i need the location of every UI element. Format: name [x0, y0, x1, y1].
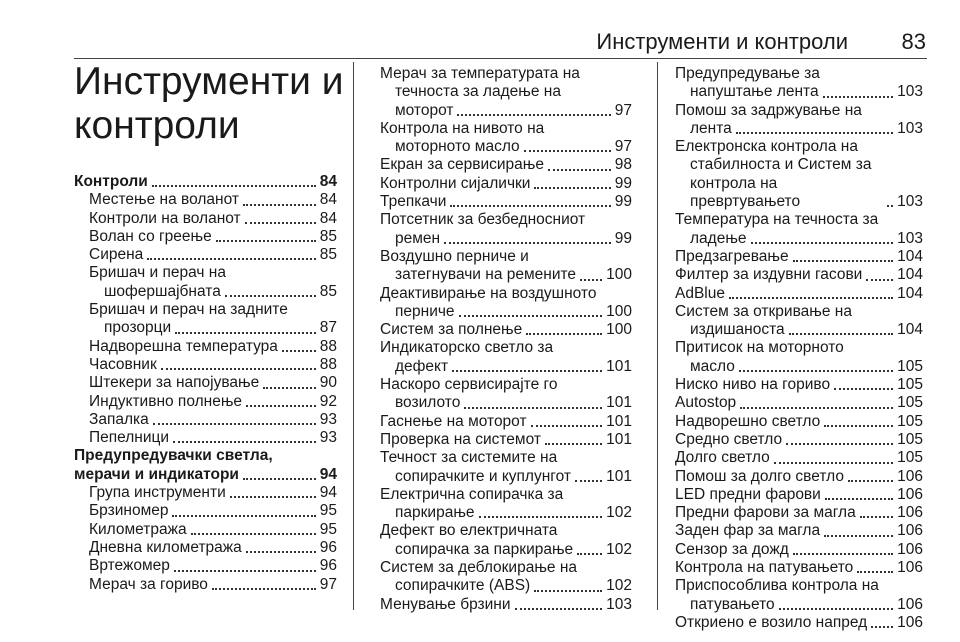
toc-entry-text: Километража [89, 520, 187, 538]
toc-entry-text: сопирачка за паркирање [395, 540, 574, 558]
toc-entry[interactable] [74, 393, 337, 411]
toc-entry-text: Електронска контрола на [675, 138, 858, 156]
toc-entry[interactable] [675, 541, 923, 559]
toc-entry[interactable] [380, 321, 632, 339]
toc-page-number: 103 [606, 595, 632, 613]
toc-page-number: 102 [606, 540, 632, 558]
dot-leader [739, 370, 893, 372]
toc-entry-text: перниче [395, 302, 455, 320]
dot-leader [524, 150, 611, 152]
toc-entry-text: паркирање [395, 504, 475, 522]
toc-entry[interactable] [380, 596, 632, 614]
toc-page-number: 94 [319, 484, 337, 502]
dot-leader [823, 96, 894, 98]
dot-leader [464, 407, 602, 409]
dot-leader [152, 185, 316, 187]
toc-entry-text: Приспособлива контрола на [675, 577, 879, 595]
toc-page-number: 88 [319, 355, 337, 373]
toc-entry[interactable] [380, 156, 632, 174]
toc-entry-text: Средно светло [675, 430, 783, 448]
running-header-title: Инструменти и контроли [596, 29, 848, 54]
toc-page-number: 93 [319, 410, 337, 428]
dot-leader [191, 533, 316, 535]
toc-entry[interactable] [74, 557, 337, 575]
dot-leader [786, 443, 893, 445]
toc-entry-text: Дефект во електричната [380, 522, 558, 540]
dot-leader [848, 480, 893, 482]
dot-leader [774, 462, 893, 464]
dot-leader [548, 169, 611, 171]
toc-page-number: 106 [897, 559, 923, 577]
toc-entry-text: Гаснење на моторот [380, 412, 527, 430]
toc-entry-text: патувањето [690, 595, 775, 613]
toc-entry-text: моторот [395, 101, 454, 119]
toc-page-number: 100 [606, 321, 632, 339]
dot-leader [545, 443, 602, 445]
toc-page-number: 84 [319, 191, 337, 209]
dot-leader [479, 516, 603, 518]
toc-entry[interactable] [675, 449, 923, 467]
dot-leader [824, 425, 893, 427]
toc-entry[interactable] [380, 65, 632, 120]
toc-entry-text: затегнувачи на ремените [395, 266, 577, 284]
toc-page-number: 87 [319, 319, 337, 337]
toc-page-number: 103 [897, 229, 923, 247]
toc-page-number: 101 [606, 394, 632, 412]
dot-leader [161, 368, 316, 370]
toc-entry[interactable] [74, 521, 337, 539]
dot-leader [871, 626, 893, 628]
toc-page-number: 97 [614, 138, 632, 156]
toc-entry[interactable] [675, 285, 923, 303]
dot-leader [212, 588, 316, 590]
toc-entry[interactable] [675, 522, 923, 540]
toc-entry-text: масло [690, 357, 735, 375]
toc-entry[interactable] [74, 338, 337, 356]
toc-entry[interactable] [675, 303, 923, 340]
toc-entry[interactable] [380, 449, 632, 486]
dot-leader [282, 350, 316, 352]
toc-page-number: 103 [897, 83, 923, 101]
toc-page-number: 84 [319, 173, 337, 190]
dot-leader [736, 132, 893, 134]
toc-entry[interactable] [74, 576, 337, 594]
toc-entry-text: Индикаторско светло за [380, 339, 554, 357]
dot-leader [866, 279, 893, 281]
toc-entry[interactable] [675, 211, 923, 248]
toc-entry[interactable] [74, 484, 337, 502]
toc-entry-text: Мерач за гориво [89, 575, 208, 593]
toc-page-number: 100 [606, 266, 632, 284]
toc-page-number: 106 [897, 595, 923, 613]
toc-column-2 [380, 65, 632, 614]
toc-entry-text: Предупредување за [675, 65, 820, 82]
dot-leader [450, 205, 610, 207]
toc-entry-text: Воздушно перниче и [380, 247, 529, 265]
dot-leader [751, 242, 894, 244]
toc-entry[interactable] [675, 266, 923, 284]
toc-entry[interactable] [74, 173, 337, 191]
toc-page-number: 97 [319, 575, 337, 593]
toc-page-number: 101 [606, 357, 632, 375]
toc-page-number: 105 [897, 449, 923, 467]
toc-page-number: 84 [319, 209, 337, 227]
toc-entry[interactable] [74, 210, 337, 228]
toc-page-number: 93 [319, 429, 337, 447]
toc-entry-text: Контрола на нивото на [380, 119, 545, 137]
toc-entry[interactable] [380, 376, 632, 413]
toc-entry-text: Контроли на воланот [89, 209, 241, 227]
toc-entry[interactable] [675, 376, 923, 394]
dot-leader [243, 478, 316, 480]
toc-page-number: 105 [897, 412, 923, 430]
toc-entry-text: Контроли [74, 173, 148, 190]
toc-entry-text: моторното масло [395, 138, 520, 156]
toc-entry[interactable] [380, 522, 632, 559]
toc-page-number: 101 [606, 430, 632, 448]
dot-leader [824, 535, 893, 537]
toc-entry-text: Местење на воланот [89, 191, 239, 209]
toc-entry[interactable] [675, 413, 923, 431]
toc-entry[interactable] [675, 486, 923, 504]
dot-leader [245, 222, 316, 224]
dot-leader [263, 387, 316, 389]
toc-entry-text: Предни фарови за магла [675, 504, 856, 522]
toc-entry-text: Наскоро сервисирајте го [380, 376, 558, 394]
toc-entry[interactable] [675, 504, 923, 522]
toc-entry-text: Откриено е возило напред [675, 613, 868, 631]
toc-entry[interactable] [380, 339, 632, 376]
dot-leader [174, 570, 316, 572]
toc-entry-text: мерачи и индикатори [74, 465, 239, 483]
toc-page-number: 85 [319, 282, 337, 300]
toc-entry[interactable] [380, 431, 632, 449]
toc-entry[interactable] [74, 301, 337, 338]
toc-entry-text: Филтер за издувни гасови [675, 266, 863, 284]
toc-page-number: 106 [897, 504, 923, 522]
toc-entry-text: Температура на течноста за [675, 211, 879, 229]
dot-leader [860, 516, 893, 518]
toc-entry-text: издишаноста [690, 321, 785, 339]
dot-leader [531, 425, 603, 427]
dot-leader [243, 204, 316, 206]
toc-page-number: 88 [319, 337, 337, 355]
toc-entry[interactable] [380, 120, 632, 157]
toc-entry-text: течноста за ладење на [395, 83, 561, 101]
toc-page-number: 94 [319, 465, 337, 483]
toc-entry[interactable] [380, 559, 632, 596]
dot-leader [246, 405, 316, 407]
toc-entry-text: Ниско ниво на гориво [675, 376, 831, 394]
toc-page-number: 85 [319, 227, 337, 245]
toc-entry-text: Надворешно светло [675, 412, 821, 430]
toc-entry-text: лента [690, 119, 732, 137]
toc-entry-text: Запалка [89, 410, 149, 428]
dot-leader [230, 496, 316, 498]
dot-leader [173, 441, 316, 443]
toc-entry[interactable] [74, 264, 337, 301]
toc-entry[interactable] [675, 339, 923, 376]
toc-page-number: 105 [897, 394, 923, 412]
toc-entry-text: Контрола на патувањето [675, 559, 854, 577]
toc-column-3 [675, 65, 923, 632]
toc-entry[interactable] [675, 65, 923, 102]
toc-entry-text: Електрична сопирачка за [380, 485, 564, 503]
dot-leader [580, 279, 602, 281]
dot-leader [457, 114, 610, 116]
toc-entry-text: Помош за задржување на [675, 101, 862, 119]
dot-leader [740, 407, 893, 409]
toc-entry-text: Менување брзини [380, 595, 511, 613]
page-number: 83 [901, 29, 926, 54]
dot-leader [444, 242, 611, 244]
toc-page-number: 95 [319, 520, 337, 538]
toc-entry[interactable] [74, 228, 337, 246]
toc-page-number: 99 [614, 229, 632, 247]
toc-entry-text: Систем за деблокирање на [380, 559, 578, 577]
toc-entry-text: Систем за откривање на [675, 302, 852, 320]
toc-entry-text: Потсетник за безбедносниот [380, 211, 586, 229]
toc-entry-text: Заден фар за магла [675, 522, 821, 540]
toc-page-number: 106 [897, 613, 923, 631]
toc-entry[interactable] [380, 248, 632, 285]
toc-page-number: 105 [897, 357, 923, 375]
dot-leader [534, 590, 602, 592]
dot-leader [515, 608, 603, 610]
toc-page-number: 104 [897, 266, 923, 284]
dot-leader [459, 315, 603, 317]
toc-entry-text: Помош за долго светло [675, 467, 844, 485]
header-rule [74, 58, 927, 59]
toc-entry[interactable] [380, 211, 632, 248]
toc-entry[interactable] [380, 413, 632, 431]
toc-entry[interactable] [675, 559, 923, 577]
dot-leader [834, 388, 893, 390]
toc-entry-text: Надворешна температура [89, 337, 278, 355]
toc-entry-text: шофершајбната [104, 282, 221, 300]
toc-page-number: 90 [319, 374, 337, 392]
toc-page-number: 96 [319, 538, 337, 556]
toc-entry-text: Предзагревање [675, 247, 789, 265]
toc-entry[interactable] [675, 248, 923, 266]
toc-entry-text: Волан со греење [89, 227, 212, 245]
dot-leader [534, 187, 610, 189]
toc-entry[interactable] [74, 374, 337, 392]
toc-entry-text: LED предни фарови [675, 485, 821, 503]
dot-leader [779, 608, 894, 610]
toc-entry-text: возилото [395, 394, 461, 412]
dot-leader [452, 370, 602, 372]
toc-page-number: 97 [614, 101, 632, 119]
toc-entry[interactable] [380, 285, 632, 322]
toc-page-number: 104 [897, 321, 923, 339]
toc-entry-text: контрола на превртувањето [690, 174, 801, 211]
toc-page-number: 105 [897, 430, 923, 448]
toc-page-number: 100 [606, 302, 632, 320]
dot-leader [825, 498, 893, 500]
toc-entry-text: сопирачките (ABS) [395, 577, 531, 595]
dot-leader [857, 571, 893, 573]
toc-entry-text: Систем за полнење [380, 321, 523, 339]
toc-page-number: 99 [614, 193, 632, 211]
toc-entry-text: Група инструменти [89, 484, 226, 502]
toc-page-number: 95 [319, 502, 337, 520]
dot-leader [789, 333, 893, 335]
toc-page-number: 103 [897, 119, 923, 137]
toc-entry-text: Вртежомер [89, 557, 170, 575]
toc-entry-text: Дневна километража [89, 538, 242, 556]
dot-leader [887, 205, 893, 207]
toc-entry[interactable] [675, 468, 923, 486]
toc-page-number: 96 [319, 557, 337, 575]
dot-leader [216, 240, 316, 242]
dot-leader [793, 260, 894, 262]
toc-entry-text: Бришач и перач на [89, 264, 226, 282]
dot-leader [225, 295, 316, 297]
toc-page-number: 98 [614, 156, 632, 174]
toc-entry[interactable] [74, 429, 337, 447]
toc-entry[interactable] [675, 138, 923, 211]
toc-entry-text: AdBlue [675, 284, 725, 302]
toc-entry[interactable] [675, 577, 923, 614]
toc-entry-text: Притисок на моторното [675, 339, 844, 357]
toc-column-1 [74, 173, 337, 594]
toc-page-number: 104 [897, 284, 923, 302]
toc-entry-text: сопирачките и куплунгот [395, 467, 571, 485]
toc-entry-text: ремен [395, 229, 441, 247]
toc-entry[interactable] [74, 356, 337, 374]
toc-page-number: 101 [606, 467, 632, 485]
dot-leader [246, 551, 316, 553]
dot-leader [153, 423, 316, 425]
toc-entry-text: Проверка на системот [380, 430, 541, 448]
toc-entry-text: Предупредувачки светла, [74, 447, 273, 465]
chapter-title-line: контроли [74, 104, 240, 147]
toc-entry-text: Часовник [89, 355, 157, 373]
toc-entry-text: Autostop [675, 394, 737, 412]
toc-page-number: 92 [319, 392, 337, 410]
toc-entry-text: Мерач за температурата на [380, 65, 580, 82]
toc-entry-text: прозорци [104, 319, 172, 337]
chapter-title [74, 60, 344, 148]
dot-leader [575, 480, 602, 482]
toc-page-number: 102 [606, 577, 632, 595]
toc-entry[interactable] [74, 447, 337, 484]
toc-page-number: 99 [614, 174, 632, 192]
toc-entry-text: Индуктивно полнење [89, 392, 243, 410]
toc-page-number: 102 [606, 504, 632, 522]
toc-entry[interactable] [675, 102, 923, 139]
toc-page-number: 104 [897, 247, 923, 265]
toc-entry-text: Контролни сијалички [380, 174, 531, 192]
dot-leader [526, 333, 602, 335]
toc-page-number: 106 [897, 485, 923, 503]
toc-entry[interactable] [675, 431, 923, 449]
toc-entry-text: Сирена [89, 246, 144, 264]
toc-entry[interactable] [74, 502, 337, 520]
page-header [0, 0, 960, 58]
toc-page-number: 85 [319, 246, 337, 264]
toc-entry[interactable] [74, 191, 337, 209]
toc-page-number: 106 [897, 467, 923, 485]
toc-page-number: 105 [897, 376, 923, 394]
chapter-title-line: Инструменти и [74, 60, 344, 103]
toc-entry[interactable] [74, 246, 337, 264]
toc-entry[interactable] [380, 193, 632, 211]
toc-page-number: 106 [897, 540, 923, 558]
toc-entry[interactable] [675, 394, 923, 412]
toc-entry-text: Деактивирање на воздушното [380, 284, 597, 302]
toc-entry[interactable] [74, 411, 337, 429]
toc-entry-text: Сензор за дожд [675, 540, 789, 558]
column-divider [353, 62, 354, 610]
toc-entry[interactable] [74, 539, 337, 557]
toc-entry[interactable] [380, 175, 632, 193]
dot-leader [172, 515, 315, 517]
toc-entry-text: Течност за системите на [380, 449, 558, 467]
dot-leader [577, 553, 602, 555]
toc-entry-text: Трепкачи [380, 193, 447, 211]
toc-entry-text: дефект [395, 357, 449, 375]
dot-leader [147, 258, 315, 260]
toc-entry[interactable] [380, 486, 632, 523]
toc-entry[interactable] [675, 614, 923, 632]
toc-entry-text: Брзиномер [89, 502, 169, 520]
toc-page-number: 101 [606, 412, 632, 430]
toc-entry-text: ладење [690, 229, 747, 247]
toc-entry-text: Штекери за напојување [89, 374, 260, 392]
toc-page-number: 106 [897, 522, 923, 540]
toc-entry-text: Екран за сервисирање [380, 156, 545, 174]
toc-entry-text: напуштање лента [690, 83, 819, 101]
dot-leader [729, 297, 893, 299]
toc-entry-text: Долго светло [675, 449, 770, 467]
dot-leader [175, 332, 316, 334]
dot-leader [793, 553, 893, 555]
column-divider [657, 62, 658, 610]
toc-entry-text: Пепелници [89, 429, 170, 447]
toc-page-number: 103 [897, 193, 923, 211]
toc-entry-text: Бришач и перач на задните [89, 301, 288, 319]
toc-entry-text: стабилноста и Систем за [690, 156, 872, 174]
